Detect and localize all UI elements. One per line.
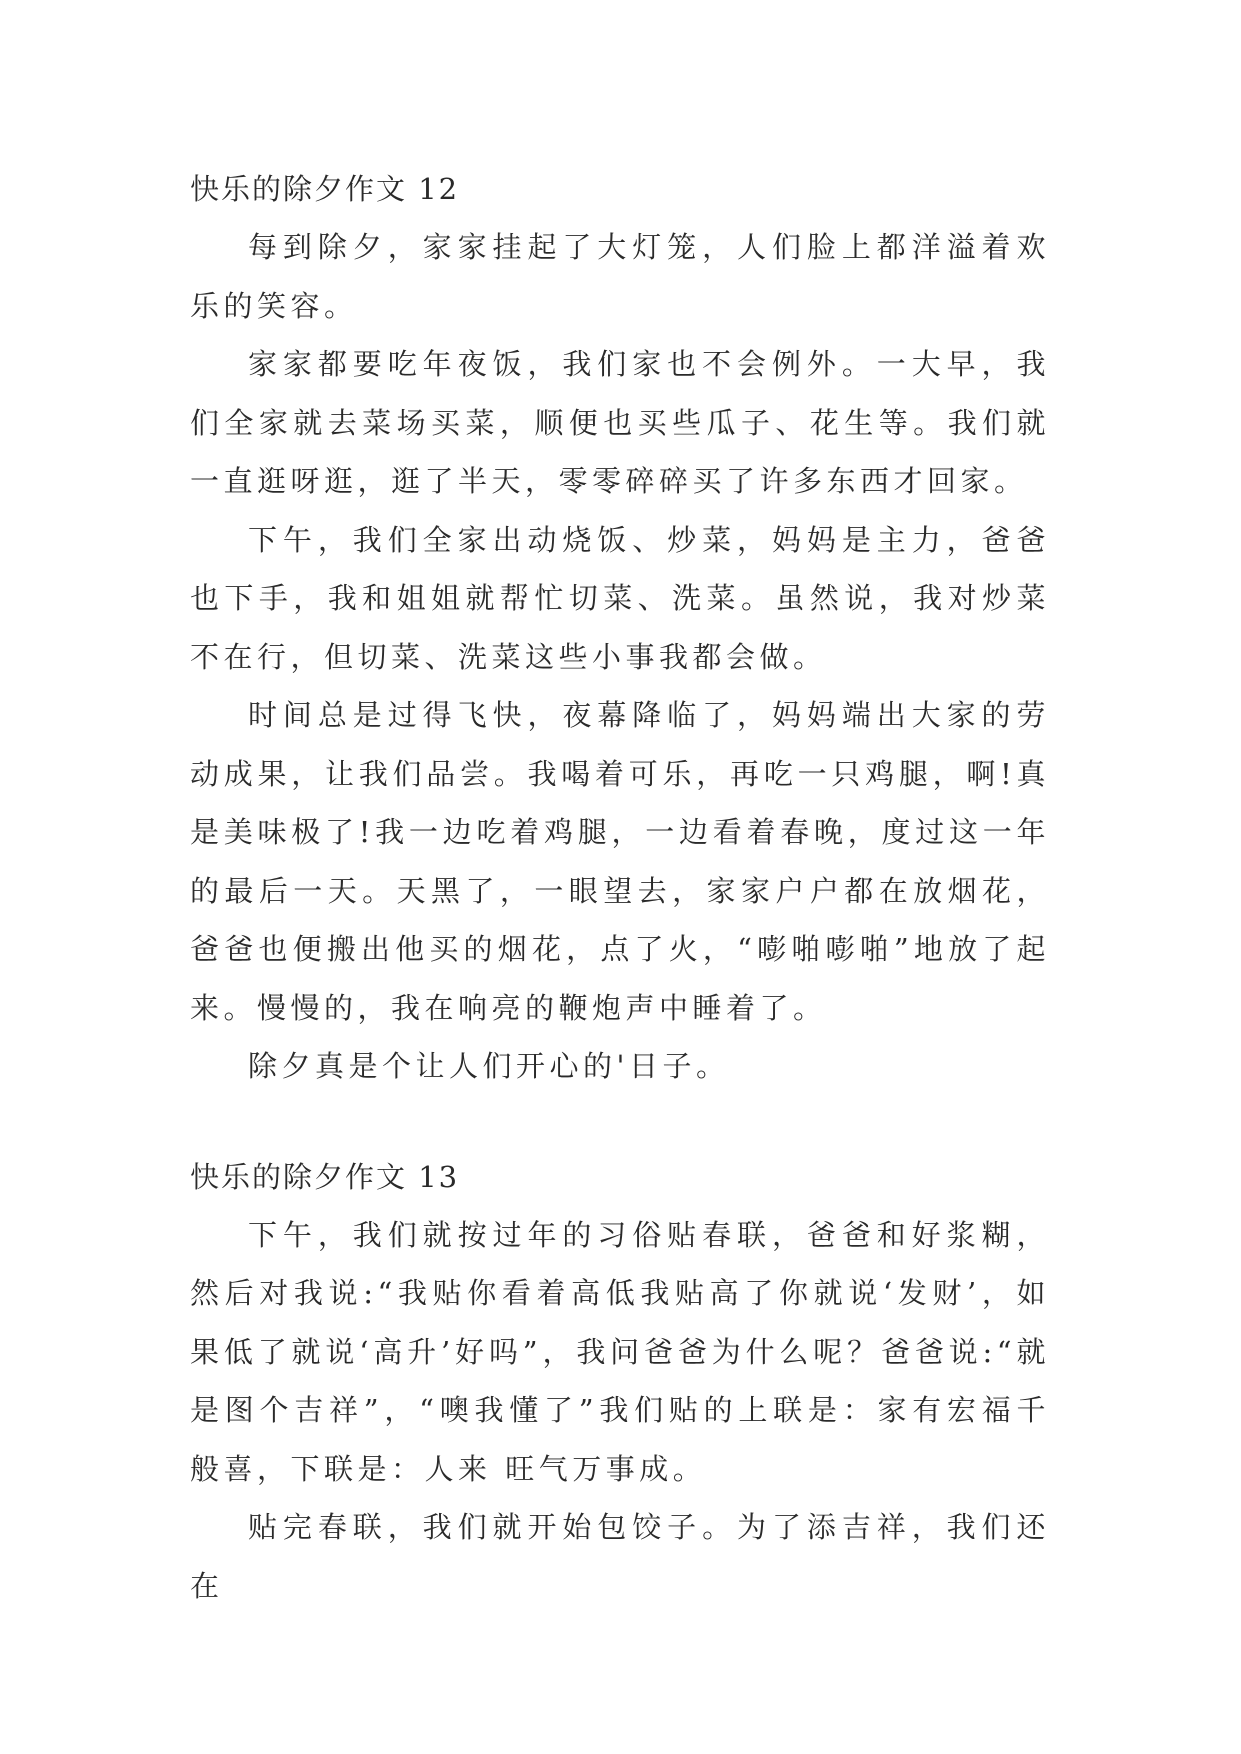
paragraph: 下午，我们就按过年的习俗贴春联，爸爸和好浆糊，然后对我说:“我贴你看着高低我贴高了你就说‘发财’，如果低了就说‘高升’好吗”，我问爸爸为什么呢？爸爸说:“就是图个吉祥”，“噢我懂了”我们贴的上联是：家有宏福千般喜，下联是：人来 旺气万事成。 <box>190 1217 1050 1486</box>
document-page <box>190 160 1050 1615</box>
section-title: 快乐的除夕作文 12 <box>190 172 460 206</box>
essay-section-13 <box>190 1148 1050 1616</box>
section-title: 快乐的除夕作文 13 <box>190 1159 460 1194</box>
paragraph: 贴完春联，我们就开始包饺子。为了添吉祥，我们还在 <box>190 1510 1050 1603</box>
essay-section-12 <box>190 160 1050 1096</box>
paragraph: 家家都要吃年夜饭，我们家也不会例外。一大早，我们全家就去菜场买菜，顺便也买些瓜子、花生等。我们就一直逛呀逛，逛了半天，零零碎碎买了许多东西才回家。 <box>190 347 1050 498</box>
paragraph: 每到除夕，家家挂起了大灯笼，人们脸上都洋溢着欢乐的笑容。 <box>190 230 1050 323</box>
paragraph: 下午，我们全家出动烧饭、炒菜，妈妈是主力，爸爸也下手，我和姐姐就帮忙切菜、洗菜。虽然说，我对炒菜不在行，但切菜、洗菜这些小事我都会做。 <box>190 522 1050 674</box>
section-spacer <box>190 1096 1050 1148</box>
paragraph: 时间总是过得飞快，夜幕降临了，妈妈端出大家的劳动成果，让我们品尝。我喝着可乐，再吃一只鸡腿，啊!真是美味极了!我一边吃着鸡腿，一边看着春晚，度过这一年的最后一天。天黑了，一眼望去，家家户户都在放烟花，爸爸也便搬出他买的烟花，点了火，“嘭啪嘭啪”地放了起来。慢慢的，我在响亮的鞭炮声中睡着了。 <box>190 698 1050 1025</box>
paragraph: 除夕真是个让人们开心的'日子。 <box>248 1049 730 1083</box>
